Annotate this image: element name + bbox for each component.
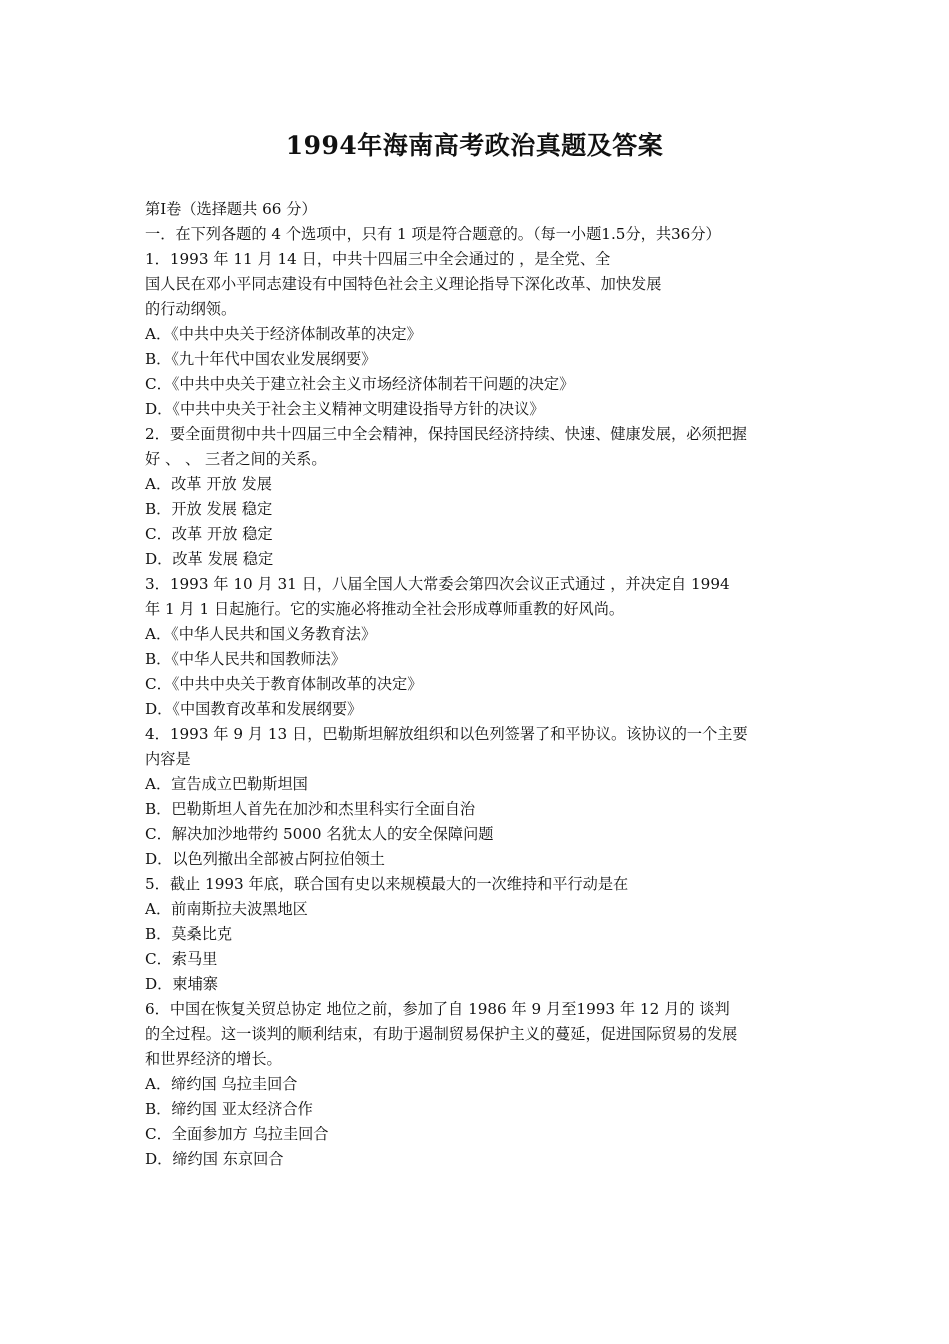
option-d: D．以色列撤出全部被占阿拉伯领土 bbox=[145, 850, 385, 868]
option-b: B．莫桑比克 bbox=[145, 925, 233, 943]
document-body bbox=[145, 197, 810, 1172]
question-stem-line: 的全过程。这一谈判的顺利结束，有助于遏制贸易保护主义的蔓延，促进国际贸易的发展 bbox=[145, 1025, 738, 1043]
page-title: 1994年海南高考政治真题及答案 bbox=[285, 131, 664, 160]
option-b: B．《中华人民共和国教师法》 bbox=[145, 650, 346, 668]
option-a: A．《中共中央关于经济体制改革的决定》 bbox=[145, 325, 422, 343]
question-stem-line: 4．1993 年 9 月 13 日，巴勒斯坦解放组织和以色列签署了和平协议。该协议的一个主要 bbox=[145, 725, 748, 743]
option-a: A．前南斯拉夫波黑地区 bbox=[145, 900, 308, 918]
option-b: B．缔约国 亚太经济合作 bbox=[145, 1100, 313, 1118]
option-c: C．索马里 bbox=[145, 950, 218, 968]
option-d: D．《中共中央关于社会主义精神文明建设指导方针的决议》 bbox=[145, 400, 545, 418]
question-stem-line: 年 1 月 1 日起施行。它的实施必将推动全社会形成尊师重教的好风尚。 bbox=[145, 600, 625, 618]
question-stem-line: 6．中国在恢复关贸总协定 地位之前，参加了自 1986 年 9 月至1993 年 12 月的 谈判 bbox=[145, 1000, 730, 1018]
question-stem-line: 2．要全面贯彻中共十四届三中全会精神，保持国民经济持续、快速、健康发展，必须把握 bbox=[145, 425, 747, 443]
option-d: D．改革 发展 稳定 bbox=[145, 550, 274, 568]
question-stem-line: 好 、 、 三者之间的关系。 bbox=[145, 450, 327, 468]
question-5 bbox=[145, 872, 810, 997]
option-b: B．巴勒斯坦人首先在加沙和杰里科实行全面自治 bbox=[145, 800, 476, 818]
question-1 bbox=[145, 247, 810, 422]
question-stem-line: 3．1993 年 10 月 31 日，八届全国人大常委会第四次会议正式通过 ，并决定自 1994 bbox=[145, 575, 730, 593]
option-b: B．开放 发展 稳定 bbox=[145, 500, 273, 518]
option-a: A．宣告成立巴勒斯坦国 bbox=[145, 775, 308, 793]
option-c: C．全面参加方 乌拉圭回合 bbox=[145, 1125, 329, 1143]
question-stem-line: 1．1993 年 11 月 14 日，中共十四届三中全会通过的 ，是全党、全 bbox=[145, 250, 611, 268]
option-d: D．《中国教育改革和发展纲要》 bbox=[145, 700, 363, 718]
option-d: D．柬埔寨 bbox=[145, 975, 218, 993]
option-d: D．缔约国 东京回合 bbox=[145, 1150, 284, 1168]
question-3 bbox=[145, 572, 810, 722]
option-c: C．《中共中央关于建立社会主义市场经济体制若干问题的决定》 bbox=[145, 375, 575, 393]
option-a: A．《中华人民共和国义务教育法》 bbox=[145, 625, 377, 643]
option-c: C．《中共中央关于教育体制改革的决定》 bbox=[145, 675, 423, 693]
option-a: A．缔约国 乌拉圭回合 bbox=[145, 1075, 298, 1093]
question-stem-line: 的行动纲领。 bbox=[145, 300, 237, 318]
section-header: 第Ⅰ卷（选择题共 66 分） bbox=[145, 200, 317, 218]
option-b: B．《九十年代中国农业发展纲要》 bbox=[145, 350, 377, 368]
question-6 bbox=[145, 997, 810, 1172]
question-stem-line: 内容是 bbox=[145, 750, 191, 768]
question-stem-line: 国人民在邓小平同志建设有中国特色社会主义理论指导下深化改革、加快发展 bbox=[145, 275, 662, 293]
part-instruction: 一．在下列各题的 4 个选项中，只有 1 项是符合题意的。（每一小题1.5分，共36分） bbox=[145, 225, 721, 243]
question-2 bbox=[145, 422, 810, 572]
option-a: A．改革 开放 发展 bbox=[145, 475, 272, 493]
option-c: C．解决加沙地带约 5000 名犹太人的安全保障问题 bbox=[145, 825, 494, 843]
option-c: C．改革 开放 稳定 bbox=[145, 525, 273, 543]
question-stem-line: 和世界经济的增长。 bbox=[145, 1050, 282, 1068]
question-stem-line: 5．截止 1993 年底，联合国有史以来规模最大的一次维持和平行动是在 bbox=[145, 875, 629, 893]
question-4 bbox=[145, 722, 810, 872]
